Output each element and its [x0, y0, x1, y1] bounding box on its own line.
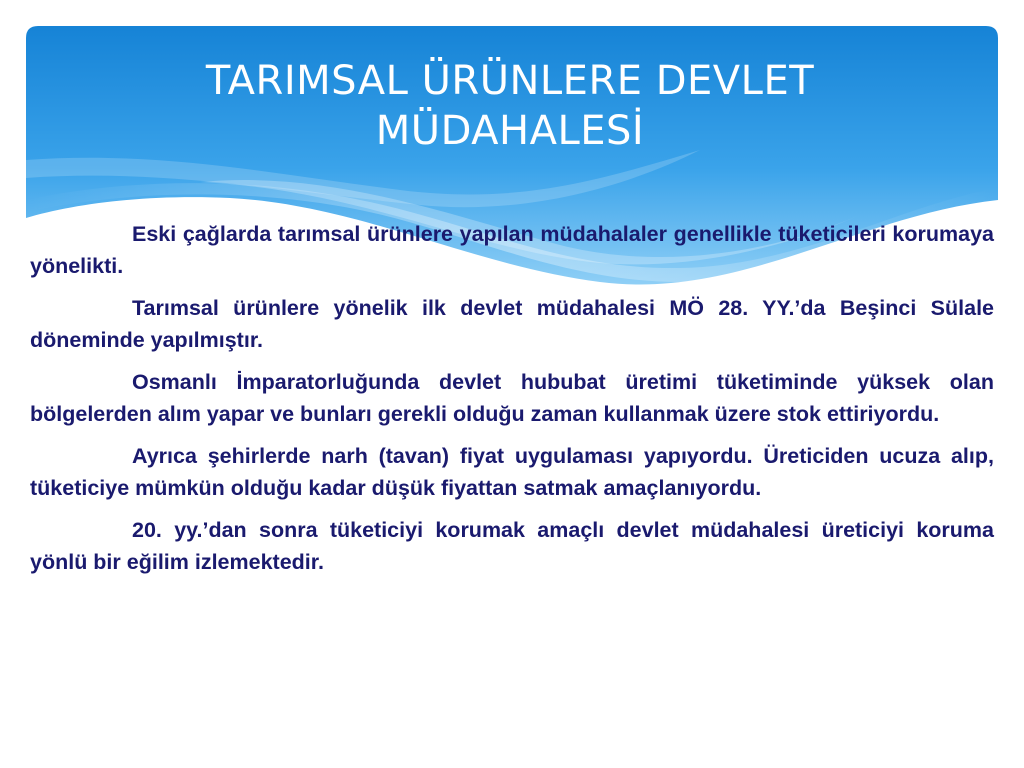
- paragraph: 20. yy.’dan sonra tüketiciyi korumak amaçlı devlet müdahalesi üreticiyi koruma yönlü bir eğilim izlemektedir.: [30, 518, 994, 574]
- slide-body: [30, 218, 994, 588]
- paragraph: Osmanlı İmparatorluğunda devlet hububat üretimi tüketiminde yüksek olan bölgelerden alım yapar ve bunları gerekli olduğu zaman kullanmak üzere stok ettiriyordu.: [30, 370, 994, 426]
- paragraph: Eski çağlarda tarımsal ürünlere yapılan müdahalaler genellikle tüketicileri korumaya yönelikti.: [30, 222, 994, 278]
- slide-title: [60, 56, 960, 156]
- paragraph: Ayrıca şehirlerde narh (tavan) fiyat uygulaması yapıyordu. Üreticiden ucuza alıp, tüketiciye mümkün olduğu kadar düşük fiyattan satmak amaçlanıyordu.: [30, 444, 994, 500]
- paragraph: Tarımsal ürünlere yönelik ilk devlet müdahalesi MÖ 28. YY.’da Beşinci Sülale döneminde yapılmıştır.: [30, 296, 994, 352]
- slide-title-line-2: MÜDAHALESİ: [375, 108, 645, 154]
- slide-title-line-1: TARIMSAL ÜRÜNLERE DEVLET: [205, 58, 815, 104]
